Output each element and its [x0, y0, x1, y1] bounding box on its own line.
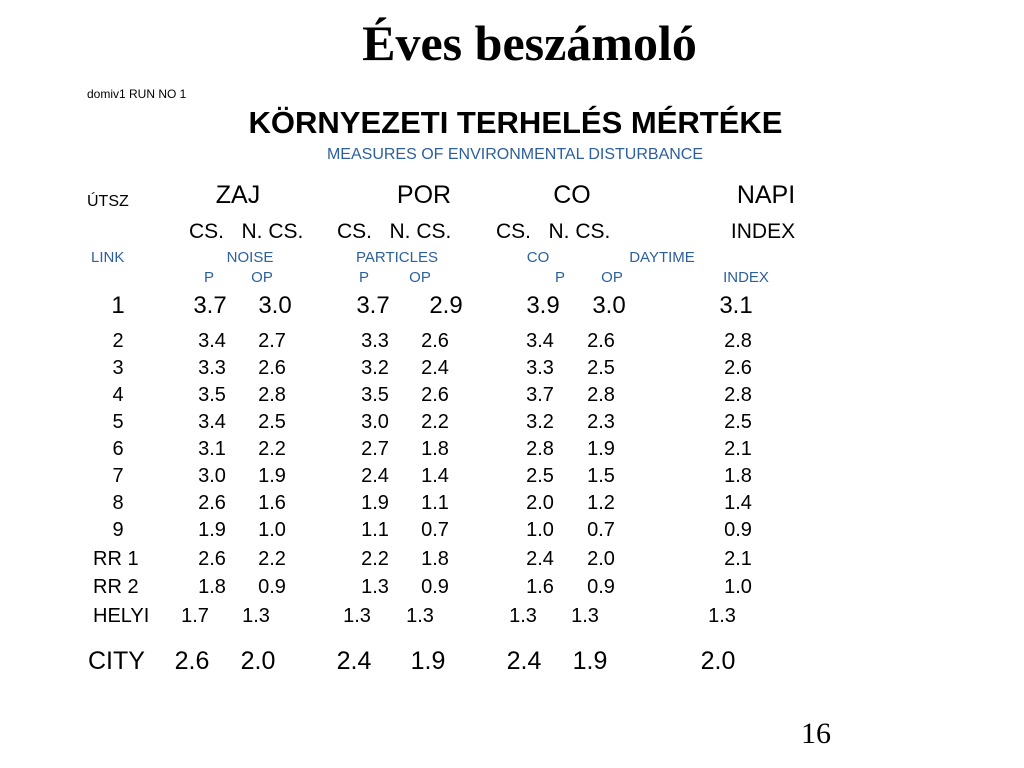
cell-link: 9	[112, 519, 124, 541]
cell-link: RR 2	[93, 576, 139, 598]
cell-part-op: 2.9	[429, 292, 463, 319]
cell-co-p: 2.8	[526, 438, 554, 460]
cell-link: HELYI	[93, 605, 150, 627]
cell-index: 1.3	[708, 605, 736, 627]
cell-noise-p: 1.7	[181, 605, 209, 627]
cell-part-p: 2.2	[361, 548, 389, 570]
cell-noise-p: 3.4	[198, 411, 226, 433]
table-heading: KÖRNYEZETI TERHELÉS MÉRTÉKE	[248, 105, 783, 140]
cell-index: 3.1	[719, 292, 753, 319]
cell-part-p: 3.5	[361, 384, 389, 406]
cell-part-p: 3.0	[361, 411, 389, 433]
cell-index: 1.8	[724, 465, 752, 487]
city-index: 2.0	[700, 647, 736, 675]
cell-noise-op: 2.5	[258, 411, 286, 433]
header-napi: NAPI	[736, 181, 796, 209]
cell-part-p: 2.7	[361, 438, 389, 460]
cell-noise-op: 1.3	[242, 605, 270, 627]
header-noise-op: OP	[251, 269, 273, 286]
cell-part-p: 1.9	[361, 492, 389, 514]
run-info: domiv1 RUN NO 1	[87, 87, 187, 101]
cell-co-op: 2.5	[587, 357, 615, 379]
header-particles: PARTICLES	[356, 249, 438, 266]
cell-index: 1.4	[724, 492, 752, 514]
city-part-p: 2.4	[336, 647, 372, 675]
cell-index: 1.0	[724, 576, 752, 598]
cell-link: 4	[112, 384, 124, 406]
header-co-op: OP	[601, 269, 623, 286]
cell-co-p: 2.0	[526, 492, 554, 514]
city-part-op: 1.9	[410, 647, 446, 675]
cell-co-p: 1.3	[509, 605, 537, 627]
slide-title: Éves beszámoló	[362, 15, 697, 71]
cell-co-op: 1.9	[587, 438, 615, 460]
cell-part-op: 2.6	[421, 384, 449, 406]
header-particles-p: P	[358, 269, 370, 286]
cell-co-p: 3.7	[526, 384, 554, 406]
cell-noise-p: 3.1	[198, 438, 226, 460]
cell-co-op: 2.0	[587, 548, 615, 570]
header-index: INDEX	[730, 220, 796, 243]
table-subheading: MEASURES OF ENVIRONMENTAL DISTURBANCE	[326, 146, 704, 163]
cell-part-op: 2.4	[421, 357, 449, 379]
cell-noise-op: 2.7	[258, 330, 286, 352]
cell-part-p: 3.3	[361, 330, 389, 352]
cell-co-op: 3.0	[592, 292, 626, 319]
cell-noise-p: 3.5	[198, 384, 226, 406]
cell-link: 5	[112, 411, 124, 433]
cell-index: 2.1	[724, 548, 752, 570]
cell-part-op: 1.8	[421, 438, 449, 460]
cell-co-p: 3.3	[526, 357, 554, 379]
cell-noise-op: 2.2	[258, 438, 286, 460]
cell-noise-p: 3.4	[198, 330, 226, 352]
cell-co-p: 3.2	[526, 411, 554, 433]
cell-index: 2.1	[724, 438, 752, 460]
cell-noise-op: 1.6	[258, 492, 286, 514]
header-link: LINK	[91, 249, 125, 266]
cell-noise-p: 2.6	[198, 548, 226, 570]
cell-part-op: 2.2	[421, 411, 449, 433]
cell-co-p: 1.0	[526, 519, 554, 541]
cell-co-p: 2.4	[526, 548, 554, 570]
cell-index: 0.9	[724, 519, 752, 541]
cell-part-op: 1.4	[421, 465, 449, 487]
cell-part-op: 0.7	[421, 519, 449, 541]
page-number: 16	[801, 717, 831, 750]
city-co-op: 1.9	[572, 647, 608, 675]
cell-part-op: 1.3	[406, 605, 434, 627]
cell-co-op: 1.2	[587, 492, 615, 514]
cell-link: 6	[112, 438, 124, 460]
cell-part-op: 1.1	[421, 492, 449, 514]
cell-noise-op: 1.9	[258, 465, 286, 487]
header-noise: NOISE	[226, 249, 274, 266]
cell-noise-p: 1.8	[198, 576, 226, 598]
cell-link: 3	[112, 357, 124, 379]
cell-part-op: 0.9	[421, 576, 449, 598]
header-daytime: DAYTIME	[629, 249, 695, 266]
cell-index: 2.5	[724, 411, 752, 433]
cell-co-op: 0.9	[587, 576, 615, 598]
cell-co-op: 0.7	[587, 519, 615, 541]
header-zaj: ZAJ	[215, 181, 261, 209]
cell-co-op: 1.3	[571, 605, 599, 627]
cell-noise-p: 3.0	[198, 465, 226, 487]
cell-noise-p: 3.7	[193, 292, 227, 319]
cell-noise-op: 0.9	[258, 576, 286, 598]
header-index-en: INDEX	[723, 269, 769, 286]
header-utsz: ÚTSZ	[87, 193, 129, 210]
cell-index: 2.6	[724, 357, 752, 379]
cell-co-p: 3.9	[526, 292, 560, 319]
cell-part-p: 1.3	[361, 576, 389, 598]
cell-part-p: 3.2	[361, 357, 389, 379]
cell-co-op: 1.5	[587, 465, 615, 487]
cell-co-op: 2.8	[587, 384, 615, 406]
cell-noise-p: 3.3	[198, 357, 226, 379]
city-link: CITY	[88, 647, 145, 675]
city-co-p: 2.4	[506, 647, 542, 675]
cell-noise-p: 1.9	[198, 519, 226, 541]
cell-index: 2.8	[724, 384, 752, 406]
header-noise-p: P	[203, 269, 215, 286]
header-co-sub: CS. N. CS.	[496, 220, 611, 243]
cell-co-p: 1.6	[526, 576, 554, 598]
header-co-p: P	[554, 269, 566, 286]
city-noise-p: 2.6	[174, 647, 210, 675]
cell-link: 7	[112, 465, 124, 487]
cell-noise-op: 2.2	[258, 548, 286, 570]
cell-part-p: 2.4	[361, 465, 389, 487]
cell-part-op: 2.6	[421, 330, 449, 352]
cell-part-p: 1.1	[361, 519, 389, 541]
cell-link: 1	[111, 292, 125, 319]
header-co-en: CO	[526, 249, 550, 266]
cell-part-p: 3.7	[356, 292, 390, 319]
cell-noise-p: 2.6	[198, 492, 226, 514]
cell-link: 8	[112, 492, 124, 514]
header-zaj-sub: CS. N. CS.	[189, 220, 304, 243]
cell-part-op: 1.8	[421, 548, 449, 570]
cell-index: 2.8	[724, 330, 752, 352]
header-co: CO	[553, 181, 591, 209]
cell-noise-op: 3.0	[258, 292, 292, 319]
cell-part-p: 1.3	[343, 605, 371, 627]
cell-co-op: 2.3	[587, 411, 615, 433]
cell-link: RR 1	[93, 548, 139, 570]
cell-co-p: 3.4	[526, 330, 554, 352]
cell-noise-op: 1.0	[258, 519, 286, 541]
cell-noise-op: 2.8	[258, 384, 286, 406]
cell-link: 2	[112, 330, 124, 352]
header-por: POR	[396, 181, 452, 209]
cell-noise-op: 2.6	[258, 357, 286, 379]
header-por-sub: CS. N. CS.	[337, 220, 452, 243]
city-noise-op: 2.0	[240, 647, 276, 675]
header-particles-op: OP	[409, 269, 431, 286]
cell-co-op: 2.6	[587, 330, 615, 352]
cell-co-p: 2.5	[526, 465, 554, 487]
